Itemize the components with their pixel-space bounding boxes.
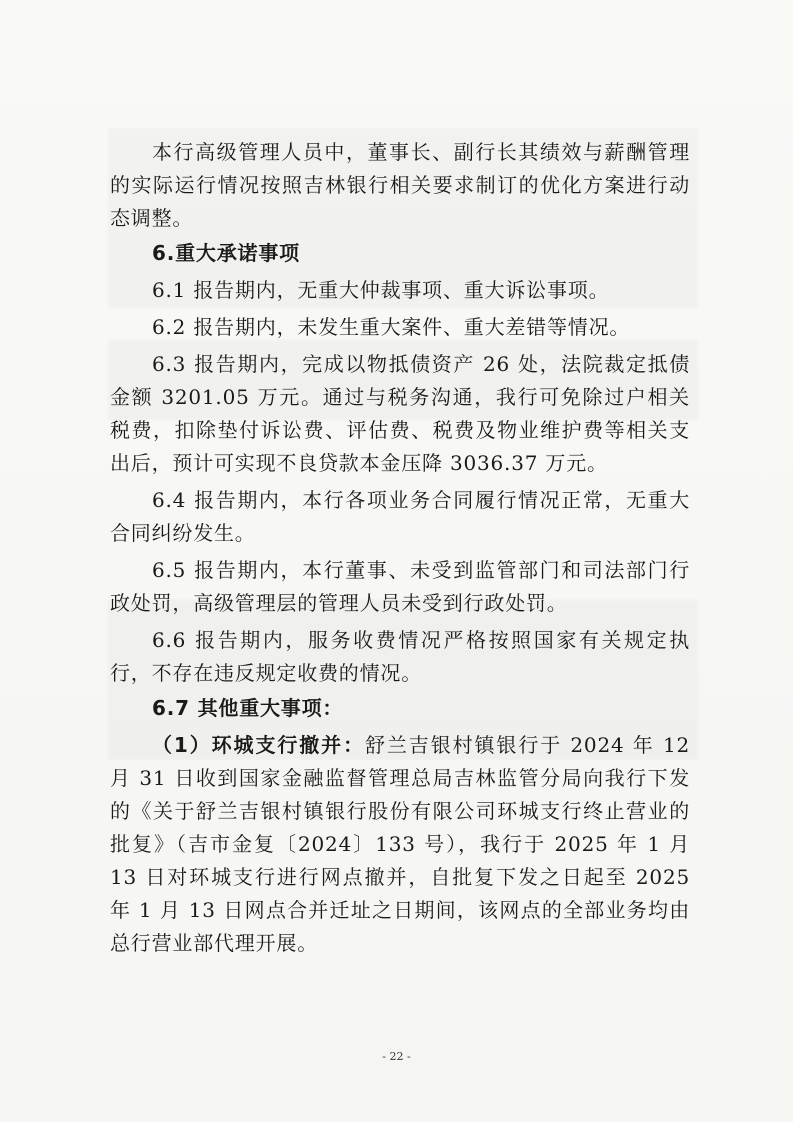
paragraph-6-2: 6.2 报告期内，未发生重大案件、重大差错等情况。 [152,315,631,339]
paragraph-executive-compensation: 本行高级管理人员中，董事长、副行长其绩效与薪酬管理的实际运行情况按照吉林银行相关要求制订的优化方案进行动态调整。 [110,140,690,230]
section-heading-other-major-matters: 6.7 其他重大事项： [152,696,344,720]
paragraph-6-7-1 [110,729,690,960]
paragraph-6-6: 6.6 报告期内，服务收费情况严格按照国家有关规定执行，不存在违反规定收费的情况。 [110,628,690,685]
document-body [110,136,690,960]
paragraph-lead-branch-merger: （1）环城支行撤并： [152,733,365,757]
paragraph-6-4: 6.4 报告期内，本行各项业务合同履行情况正常，无重大合同纠纷发生。 [110,488,690,545]
page-number: - 22 - [382,1050,411,1063]
paragraph-6-1: 6.1 报告期内，无重大仲裁事项、重大诉讼事项。 [152,278,610,302]
paragraph-6-3: 6.3 报告期内，完成以物抵债资产 26 处，法院裁定抵债金额 3201.05 万元。通过与税务沟通，我行可免除过户相关税费，扣除垫付诉讼费、评估费、税费及物业维护费等相关支出后，预计可实现不良贷款本金压降 3036.37 万元。 [110,352,690,475]
paragraph-body-branch-merger: 舒兰吉银村镇银行于 2024 年 12 月 31 日收到国家金融监督管理总局吉林监管分局向我行下发的《关于舒兰吉银村镇银行股份有限公司环城支行终止营业的批复》（吉市金复〔2024〕133 号），我行于 2025 年 1 月 13 日对环城支行进行网点撤并，自批复下发之日起至 2025 年 1 月 13 日网点合并迁址之日期间，该网点的全部业务均由总行营业部代理开展。 [110,733,690,955]
paragraph-6-5: 6.5 报告期内，本行董事、未受到监管部门和司法部门行政处罚，高级管理层的管理人员未受到行政处罚。 [110,558,690,615]
section-heading-major-commitments: 6.重大承诺事项 [152,241,300,265]
